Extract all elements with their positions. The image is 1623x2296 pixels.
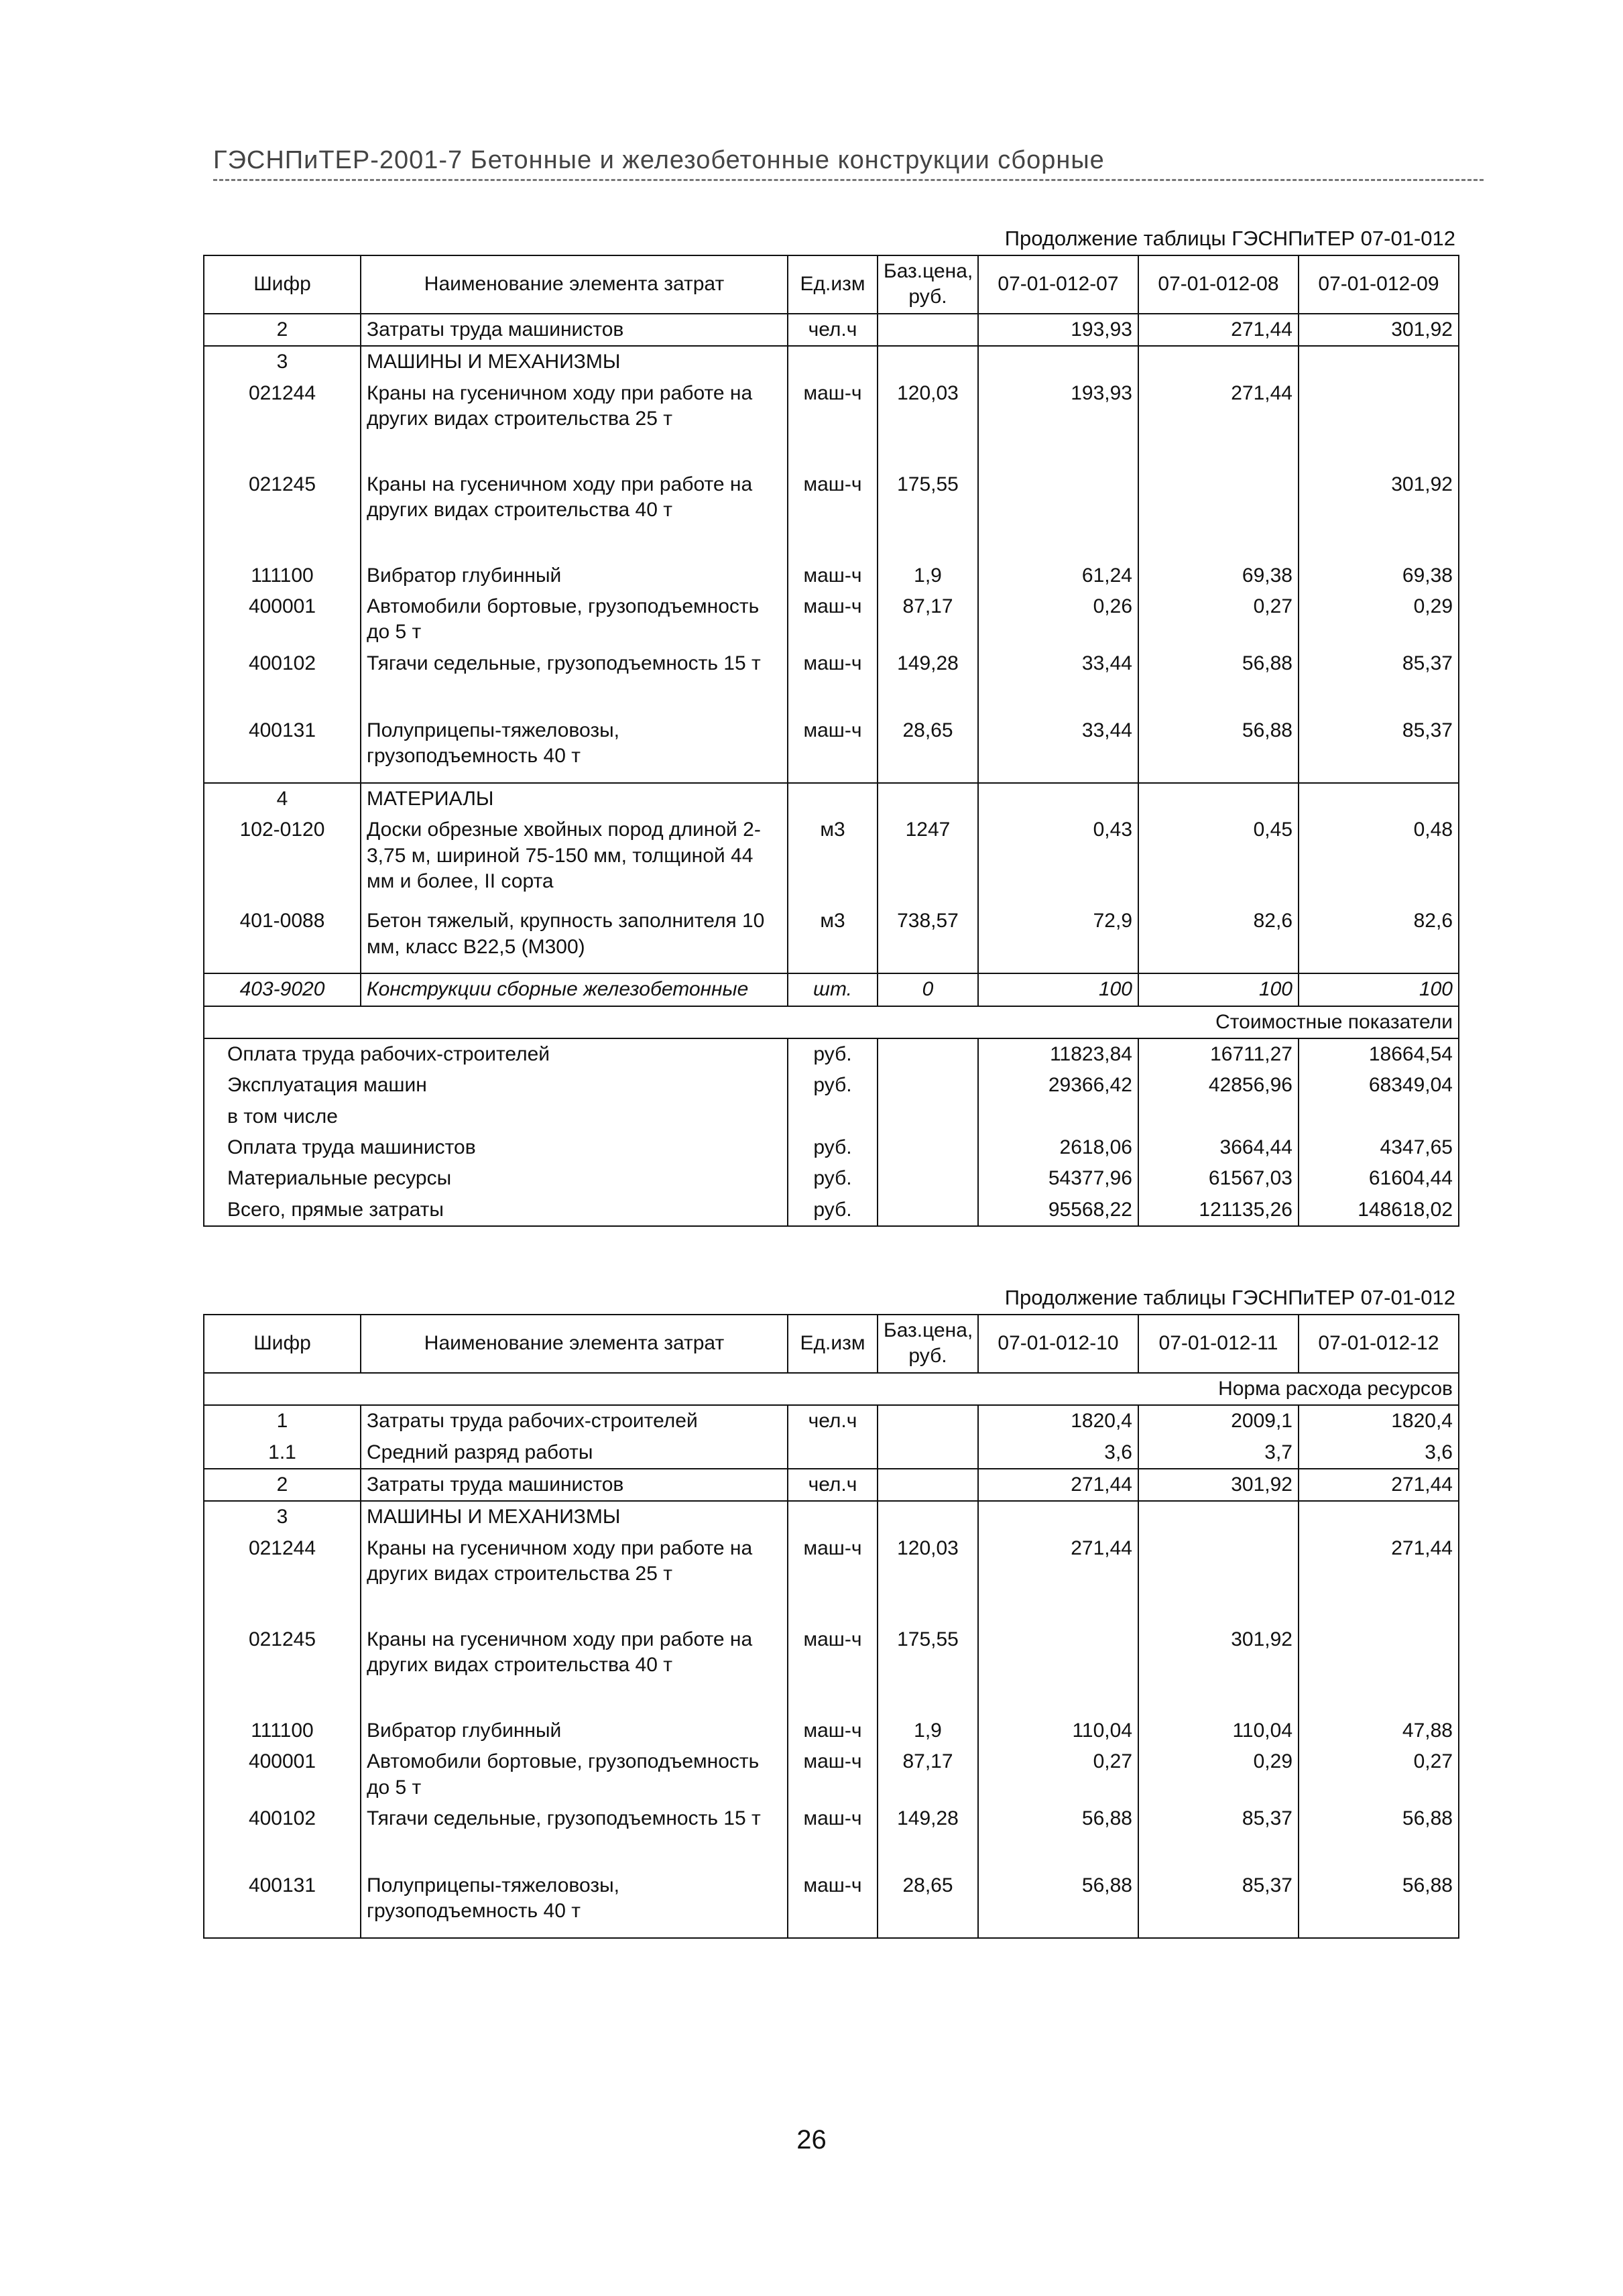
value-cell: 68349,04 xyxy=(1299,1070,1459,1101)
value-cell: 0,27 xyxy=(978,1746,1138,1803)
price-cell xyxy=(878,1437,978,1469)
value-cell: 42856,96 xyxy=(1138,1070,1299,1101)
name-cell: Бетон тяжелый, крупность заполнителя 10 мм, класс В22,5 (М300) xyxy=(361,906,788,973)
value-cell: 4347,65 xyxy=(1299,1132,1459,1163)
value-cell xyxy=(978,1624,1138,1715)
value-cell xyxy=(1138,346,1299,377)
column-header: 07-01-012-09 xyxy=(1299,255,1459,314)
price-cell: 87,17 xyxy=(878,591,978,648)
name-cell: Затраты труда машинистов xyxy=(361,314,788,346)
summary-row xyxy=(204,1101,1459,1132)
price-cell xyxy=(878,1132,978,1163)
column-header: Баз.цена, руб. xyxy=(878,1315,978,1373)
column-header: 07-01-012-07 xyxy=(978,255,1138,314)
norm-band-row xyxy=(204,1373,1459,1405)
table-row xyxy=(204,814,1459,906)
table1 xyxy=(203,255,1459,1227)
summary-row xyxy=(204,1070,1459,1101)
code-cell: 400102 xyxy=(204,1803,361,1870)
table-row xyxy=(204,973,1459,1006)
name-cell: Затраты труда рабочих-строителей xyxy=(361,1405,788,1437)
value-cell: 29366,42 xyxy=(978,1070,1138,1101)
code-cell: 021244 xyxy=(204,378,361,469)
value-cell: 2618,06 xyxy=(978,1132,1138,1163)
value-cell xyxy=(1138,469,1299,560)
table-row xyxy=(204,1624,1459,1715)
value-cell: 61,24 xyxy=(978,560,1138,591)
table-row xyxy=(204,1533,1459,1624)
unit-cell: маш-ч xyxy=(803,1750,862,1773)
table-row xyxy=(204,314,1459,346)
column-header: Шифр xyxy=(204,255,361,314)
cost-band-row xyxy=(204,1006,1459,1038)
code-cell: 2 xyxy=(204,314,361,346)
unit-cell: маш-ч xyxy=(803,652,862,674)
value-cell: 110,04 xyxy=(1138,1715,1299,1746)
summary-row xyxy=(204,1195,1459,1226)
price-cell xyxy=(878,1405,978,1437)
unit-cell: руб. xyxy=(788,1132,878,1163)
unit-cell: шт. xyxy=(788,973,878,1006)
code-cell: 021245 xyxy=(204,1624,361,1715)
column-header: Наименование элемента затрат xyxy=(361,1315,788,1373)
value-cell: 0,48 xyxy=(1299,814,1459,906)
value-cell: 85,37 xyxy=(1138,1870,1299,1938)
price-cell xyxy=(878,783,978,814)
value-cell: 121135,26 xyxy=(1138,1195,1299,1226)
unit-cell: чел.ч xyxy=(788,1469,878,1501)
name-cell: Вибратор глубинный xyxy=(361,560,788,591)
name-cell: Тягачи седельные, грузоподъемность 15 т xyxy=(361,1803,788,1870)
value-cell: 33,44 xyxy=(978,648,1138,715)
summary-row xyxy=(204,1132,1459,1163)
code-cell: 400001 xyxy=(204,1746,361,1803)
price-cell: 28,65 xyxy=(878,1870,978,1938)
unit-cell: маш-ч xyxy=(803,473,862,495)
name-cell: Полуприцепы-тяжеловозы, грузоподъемность 40 т xyxy=(361,1870,788,1938)
value-cell: 85,37 xyxy=(1138,1803,1299,1870)
price-cell: 120,03 xyxy=(878,1533,978,1624)
value-cell xyxy=(978,783,1138,814)
value-cell xyxy=(1299,1101,1459,1132)
price-cell: 738,57 xyxy=(878,906,978,973)
value-cell xyxy=(1299,346,1459,377)
table-row xyxy=(204,1803,1459,1870)
price-cell xyxy=(878,314,978,346)
value-cell: 3664,44 xyxy=(1138,1132,1299,1163)
summary-label: Оплата труда рабочих-строителей xyxy=(204,1038,788,1070)
unit-cell: чел.ч xyxy=(788,314,878,346)
value-cell: 82,6 xyxy=(1138,906,1299,973)
name-cell: МАТЕРИАЛЫ xyxy=(361,783,788,814)
value-cell: 0,29 xyxy=(1299,591,1459,648)
table-row xyxy=(204,1870,1459,1938)
table-row xyxy=(204,560,1459,591)
column-header: 07-01-012-12 xyxy=(1299,1315,1459,1373)
code-cell: 400001 xyxy=(204,591,361,648)
value-cell: 271,44 xyxy=(978,1533,1138,1624)
price-cell: 149,28 xyxy=(878,648,978,715)
value-cell xyxy=(1138,1533,1299,1624)
price-cell xyxy=(878,1501,978,1532)
value-cell: 56,88 xyxy=(1299,1870,1459,1938)
table2-caption: Продолжение таблицы ГЭСНПиТЕР 07-01-012 xyxy=(1004,1286,1455,1309)
name-cell: Тягачи седельные, грузоподъемность 15 т xyxy=(361,648,788,715)
unit-cell: маш-ч xyxy=(803,719,862,741)
code-cell: 400131 xyxy=(204,715,361,783)
name-cell: Затраты труда машинистов xyxy=(361,1469,788,1501)
name-cell: Полуприцепы-тяжеловозы, грузоподъемность 40 т xyxy=(361,715,788,783)
name-cell: Конструкции сборные железобетонные xyxy=(361,973,788,1006)
value-cell xyxy=(978,1501,1138,1532)
code-cell: 3 xyxy=(204,1501,361,1532)
value-cell: 100 xyxy=(1299,973,1459,1006)
value-cell: 0,26 xyxy=(978,591,1138,648)
price-cell xyxy=(878,1195,978,1226)
price-cell: 149,28 xyxy=(878,1803,978,1870)
value-cell: 1820,4 xyxy=(1299,1405,1459,1437)
value-cell xyxy=(1138,1501,1299,1532)
unit-cell: руб. xyxy=(788,1163,878,1194)
column-header: 07-01-012-08 xyxy=(1138,255,1299,314)
value-cell: 193,93 xyxy=(978,378,1138,469)
value-cell: 3,7 xyxy=(1138,1437,1299,1469)
price-cell: 28,65 xyxy=(878,715,978,783)
value-cell: 85,37 xyxy=(1299,648,1459,715)
column-header: Наименование элемента затрат xyxy=(361,255,788,314)
price-cell xyxy=(878,1469,978,1501)
value-cell: 61604,44 xyxy=(1299,1163,1459,1194)
table-row xyxy=(204,346,1459,377)
value-cell: 69,38 xyxy=(1138,560,1299,591)
value-cell: 3,6 xyxy=(978,1437,1138,1469)
value-cell: 193,93 xyxy=(978,314,1138,346)
value-cell: 3,6 xyxy=(1299,1437,1459,1469)
column-header: Баз.цена, руб. xyxy=(878,255,978,314)
value-cell: 271,44 xyxy=(1138,378,1299,469)
unit-cell xyxy=(788,346,878,377)
cost-band: Стоимостные показатели xyxy=(204,1006,1459,1038)
code-cell: 1.1 xyxy=(204,1437,361,1469)
code-cell: 1 xyxy=(204,1405,361,1437)
value-cell: 69,38 xyxy=(1299,560,1459,591)
name-cell: Автомобили бортовые, грузоподъемность до 5 т xyxy=(361,591,788,648)
value-cell: 47,88 xyxy=(1299,1715,1459,1746)
value-cell: 82,6 xyxy=(1299,906,1459,973)
value-cell: 271,44 xyxy=(1138,314,1299,346)
table2 xyxy=(203,1314,1459,1939)
summary-label: Всего, прямые затраты xyxy=(204,1195,788,1226)
name-cell: Краны на гусеничном ходу при работе на других видах строительства 25 т xyxy=(361,378,788,469)
unit-cell: маш-ч xyxy=(803,1628,862,1650)
value-cell: 271,44 xyxy=(1299,1533,1459,1624)
value-cell: 148618,02 xyxy=(1299,1195,1459,1226)
value-cell: 61567,03 xyxy=(1138,1163,1299,1194)
table2-header-row xyxy=(204,1315,1459,1373)
name-cell: Краны на гусеничном ходу при работе на других видах строительства 40 т xyxy=(361,1624,788,1715)
value-cell: 56,88 xyxy=(1138,715,1299,783)
price-cell: 120,03 xyxy=(878,378,978,469)
value-cell xyxy=(978,1101,1138,1132)
value-cell: 18664,54 xyxy=(1299,1038,1459,1070)
value-cell: 85,37 xyxy=(1299,715,1459,783)
value-cell: 11823,84 xyxy=(978,1038,1138,1070)
value-cell xyxy=(1299,783,1459,814)
summary-label: в том числе xyxy=(204,1101,788,1132)
value-cell: 100 xyxy=(978,973,1138,1006)
value-cell: 301,92 xyxy=(1138,1469,1299,1501)
price-cell xyxy=(878,1163,978,1194)
value-cell: 0,43 xyxy=(978,814,1138,906)
value-cell xyxy=(978,346,1138,377)
value-cell: 1820,4 xyxy=(978,1405,1138,1437)
value-cell: 72,9 xyxy=(978,906,1138,973)
table-row xyxy=(204,1746,1459,1803)
value-cell: 56,88 xyxy=(978,1870,1138,1938)
value-cell xyxy=(1138,1101,1299,1132)
table-row xyxy=(204,1715,1459,1746)
code-cell: 021244 xyxy=(204,1533,361,1624)
value-cell: 95568,22 xyxy=(978,1195,1138,1226)
code-cell: 400102 xyxy=(204,648,361,715)
value-cell: 2009,1 xyxy=(1138,1405,1299,1437)
table-row xyxy=(204,783,1459,814)
name-cell: Доски обрезные хвойных пород длиной 2-3,75 м, шириной 75-150 мм, толщиной 44 мм и более, II сорта xyxy=(361,814,788,906)
code-cell: 400131 xyxy=(204,1870,361,1938)
price-cell xyxy=(878,346,978,377)
table-row xyxy=(204,906,1459,973)
value-cell: 56,88 xyxy=(978,1803,1138,1870)
value-cell: 271,44 xyxy=(978,1469,1138,1501)
price-cell: 1247 xyxy=(878,814,978,906)
table-row xyxy=(204,715,1459,783)
table-row xyxy=(204,591,1459,648)
column-header: Шифр xyxy=(204,1315,361,1373)
unit-cell: маш-ч xyxy=(803,564,862,587)
norm-band: Норма расхода ресурсов xyxy=(204,1373,1459,1405)
table-row xyxy=(204,1437,1459,1469)
value-cell: 54377,96 xyxy=(978,1163,1138,1194)
name-cell: МАШИНЫ И МЕХАНИЗМЫ xyxy=(361,1501,788,1532)
summary-label: Эксплуатация машин xyxy=(204,1070,788,1101)
table-row xyxy=(204,378,1459,469)
unit-cell xyxy=(788,783,878,814)
name-cell: Вибратор глубинный xyxy=(361,1715,788,1746)
unit-cell: маш-ч xyxy=(803,1536,862,1559)
unit-cell: м3 xyxy=(820,910,845,932)
value-cell: 301,92 xyxy=(1299,314,1459,346)
price-cell: 1,9 xyxy=(878,1715,978,1746)
value-cell: 301,92 xyxy=(1299,469,1459,560)
code-cell: 111100 xyxy=(204,1715,361,1746)
table-row xyxy=(204,1501,1459,1532)
unit-cell: руб. xyxy=(788,1038,878,1070)
value-cell xyxy=(1138,783,1299,814)
name-cell: Краны на гусеничном ходу при работе на других видах строительства 40 т xyxy=(361,469,788,560)
value-cell: 271,44 xyxy=(1299,1469,1459,1501)
price-cell: 1,9 xyxy=(878,560,978,591)
running-header: ГЭСНПиТЕР-2001-7 Бетонные и железобетонные конструкции сборные xyxy=(213,146,1484,181)
name-cell: Средний разряд работы xyxy=(361,1437,788,1469)
value-cell: 33,44 xyxy=(978,715,1138,783)
unit-cell: маш-ч xyxy=(803,595,862,617)
column-header: 07-01-012-11 xyxy=(1138,1315,1299,1373)
value-cell: 56,88 xyxy=(1138,648,1299,715)
column-header: 07-01-012-10 xyxy=(978,1315,1138,1373)
value-cell: 301,92 xyxy=(1138,1624,1299,1715)
code-cell: 401-0088 xyxy=(204,906,361,973)
price-cell xyxy=(878,1070,978,1101)
unit-cell: чел.ч xyxy=(788,1405,878,1437)
summary-label: Оплата труда машинистов xyxy=(204,1132,788,1163)
table1-header-row xyxy=(204,255,1459,314)
table-row xyxy=(204,1405,1459,1437)
unit-cell: маш-ч xyxy=(803,1807,862,1829)
price-cell: 175,55 xyxy=(878,469,978,560)
code-cell: 3 xyxy=(204,346,361,377)
unit-cell: м3 xyxy=(820,819,845,841)
code-cell: 4 xyxy=(204,783,361,814)
name-cell: Автомобили бортовые, грузоподъемность до 5 т xyxy=(361,1746,788,1803)
value-cell: 100 xyxy=(1138,973,1299,1006)
value-cell: 16711,27 xyxy=(1138,1038,1299,1070)
unit-cell: маш-ч xyxy=(788,1870,878,1938)
price-cell xyxy=(878,1038,978,1070)
unit-cell xyxy=(788,1501,878,1532)
value-cell: 110,04 xyxy=(978,1715,1138,1746)
value-cell xyxy=(1299,378,1459,469)
column-header: Ед.изм xyxy=(788,1315,878,1373)
price-cell: 0 xyxy=(878,973,978,1006)
page-number: 26 xyxy=(796,2125,827,2155)
price-cell xyxy=(878,1101,978,1132)
table-row xyxy=(204,1469,1459,1501)
table-row xyxy=(204,469,1459,560)
table-row xyxy=(204,648,1459,715)
name-cell: МАШИНЫ И МЕХАНИЗМЫ xyxy=(361,346,788,377)
value-cell: 0,27 xyxy=(1299,1746,1459,1803)
code-cell: 2 xyxy=(204,1469,361,1501)
value-cell xyxy=(1299,1624,1459,1715)
value-cell: 0,29 xyxy=(1138,1746,1299,1803)
unit-cell xyxy=(788,1437,878,1469)
value-cell: 56,88 xyxy=(1299,1803,1459,1870)
value-cell xyxy=(1299,1501,1459,1532)
unit-cell: руб. xyxy=(788,1195,878,1226)
summary-label: Материальные ресурсы xyxy=(204,1163,788,1194)
summary-row xyxy=(204,1163,1459,1194)
summary-row xyxy=(204,1038,1459,1070)
unit-cell xyxy=(788,1101,878,1132)
value-cell: 0,27 xyxy=(1138,591,1299,648)
price-cell: 175,55 xyxy=(878,1624,978,1715)
unit-cell: руб. xyxy=(788,1070,878,1101)
code-cell: 403-9020 xyxy=(204,973,361,1006)
name-cell: Краны на гусеничном ходу при работе на других видах строительства 25 т xyxy=(361,1533,788,1624)
code-cell: 111100 xyxy=(204,560,361,591)
code-cell: 021245 xyxy=(204,469,361,560)
price-cell: 87,17 xyxy=(878,1746,978,1803)
column-header: Ед.изм xyxy=(788,255,878,314)
value-cell xyxy=(978,469,1138,560)
unit-cell: маш-ч xyxy=(803,381,862,404)
code-cell: 102-0120 xyxy=(204,814,361,906)
table1-caption: Продолжение таблицы ГЭСНПиТЕР 07-01-012 xyxy=(1004,227,1455,250)
value-cell: 0,45 xyxy=(1138,814,1299,906)
unit-cell: маш-ч xyxy=(803,1719,862,1742)
